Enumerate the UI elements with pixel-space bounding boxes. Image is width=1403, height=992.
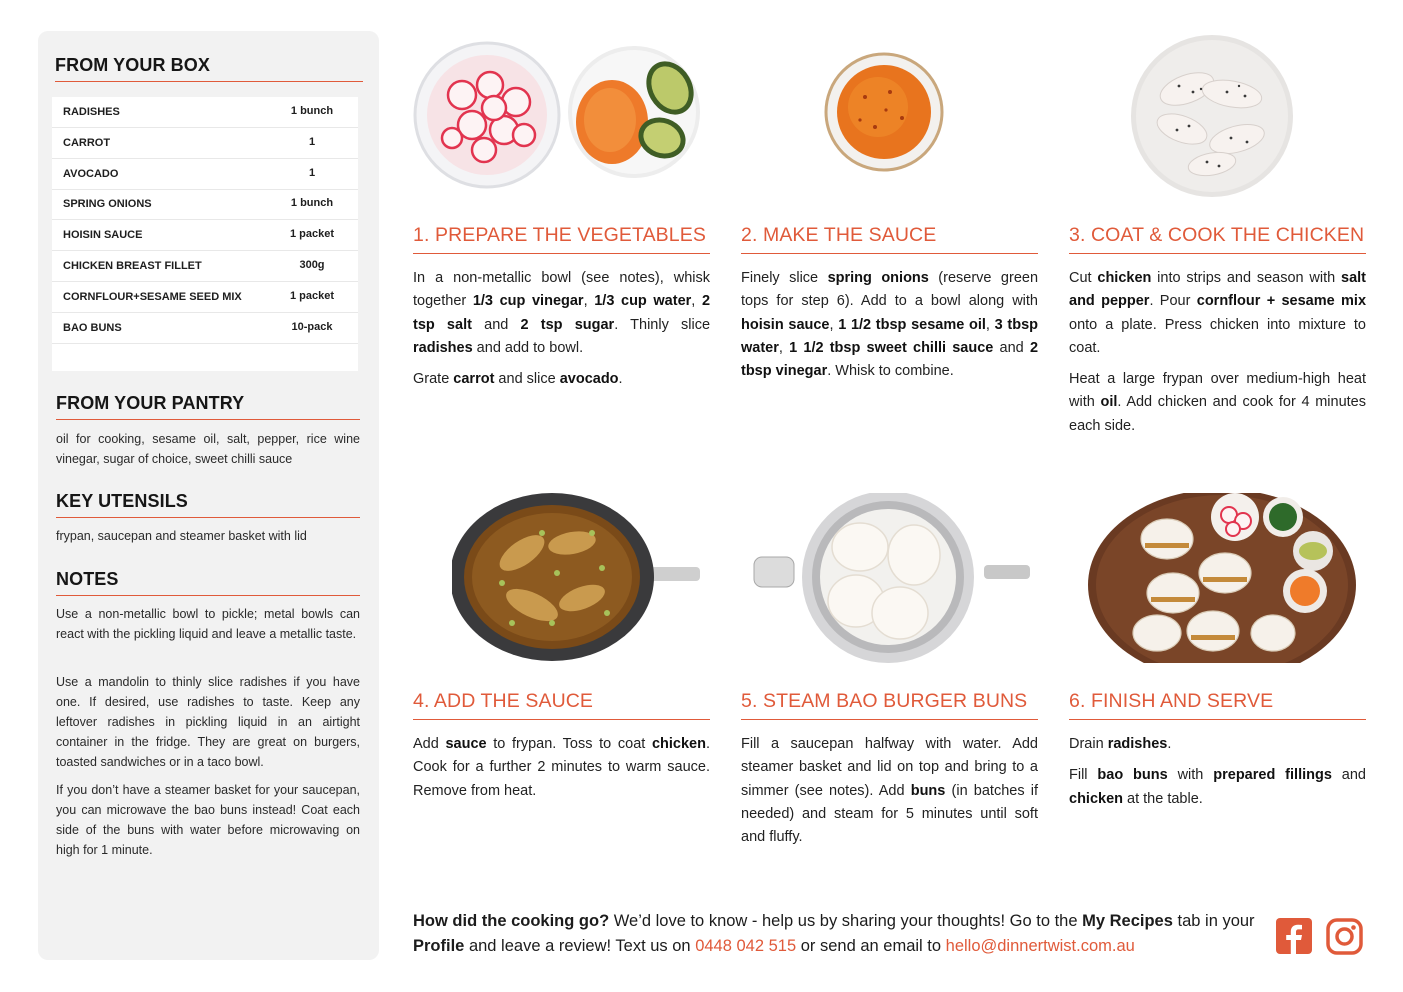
step-text-run: to frypan. Toss to coat xyxy=(486,736,652,752)
step-6-text xyxy=(1069,733,1366,819)
step-text-run: prepared fillings xyxy=(1213,767,1332,784)
utensils-text: frypan, saucepan and steamer basket with lid xyxy=(56,529,307,543)
footer-text-run: How did the cooking go? xyxy=(413,912,610,930)
notes-para-2: Use a mandolin to thinly slice radishes if you have one. If desired, use radishes to taste. Keep any leftover radishes in pickling liquid in an airtight container in the fridge. They are great on burgers, toasted sandwiches or in a taco bowl. xyxy=(56,675,360,769)
step-text-run: hoisin sauce xyxy=(741,316,830,333)
step-5-title: 5. STEAM BAO BURGER BUNS xyxy=(741,690,1038,720)
ingredient-name: CARROT xyxy=(63,136,111,149)
step-3-text xyxy=(1069,267,1366,446)
ingredient-row xyxy=(52,128,358,159)
step-text-run: with xyxy=(1167,767,1214,784)
step-text-run: carrot xyxy=(453,371,495,388)
step-3-title: 3. COAT & COOK THE CHICKEN xyxy=(1069,224,1366,254)
carrot-avocado-plate-image xyxy=(568,46,703,178)
step-text-run: sauce xyxy=(445,736,487,752)
ingredient-row xyxy=(52,97,358,128)
step-text-run: Drain xyxy=(1069,736,1108,752)
step-text-run: onto a plate. Press chicken into mixture to coat. xyxy=(1069,316,1366,356)
ingredient-qty: 1 xyxy=(308,166,316,179)
feedback-footer xyxy=(413,909,1263,959)
ingredient-row xyxy=(52,313,358,344)
facebook-icon[interactable] xyxy=(1276,918,1312,954)
step-text-run: Cut xyxy=(1069,270,1098,286)
served-bao-image xyxy=(1088,493,1356,663)
step-text-run: bao buns xyxy=(1097,767,1168,784)
ingredient-name: CHICKEN BREAST FILLET xyxy=(63,260,202,272)
ingredient-row xyxy=(52,189,358,220)
ingredient-name: RADISHES xyxy=(63,106,120,118)
step-paragraph xyxy=(741,267,1038,383)
step-4-title: 4. ADD THE SAUCE xyxy=(413,690,710,720)
step-text-run: and add to bowl. xyxy=(472,339,584,356)
ingredient-qty: 1 xyxy=(308,135,316,148)
step-6-photo xyxy=(1087,493,1357,663)
step-paragraph xyxy=(1069,733,1366,756)
step-text-run: , xyxy=(691,293,702,310)
footer-text-run: My Recipes xyxy=(1082,912,1173,930)
coated-chicken-image xyxy=(1131,35,1293,197)
step-text-run: cornflour + sesame mix xyxy=(1196,293,1367,310)
step-paragraph xyxy=(1069,267,1366,360)
step-text-run: 1 1/2 tbsp sesame oil xyxy=(838,316,986,333)
footer-text-run[interactable]: hello@dinnertwist.com.au xyxy=(945,937,1135,955)
step-1-photo xyxy=(412,40,707,190)
notes-heading: NOTES xyxy=(56,569,360,596)
from-your-pantry-heading: FROM YOUR PANTRY xyxy=(56,393,360,420)
step-text-run: (reserve green tops for step 6). Add to a bowl along with xyxy=(741,270,1039,310)
step-text-run: Add xyxy=(413,736,446,752)
ingredient-name: BAO BUNS xyxy=(63,321,122,334)
step-2-photo xyxy=(820,52,950,172)
ingredient-row xyxy=(52,251,358,282)
footer-text-run[interactable]: 0448 042 515 xyxy=(695,937,797,955)
step-text-run: 1 1/2 tbsp sweet chilli sauce xyxy=(789,339,994,356)
step-text-run: chicken xyxy=(651,736,706,752)
step-text-run: into strips and season with xyxy=(1151,270,1341,286)
step-1-title: 1. PREPARE THE VEGETABLES xyxy=(413,224,710,254)
ingredient-row xyxy=(52,159,358,190)
step-text-run: 1/3 cup water xyxy=(594,293,692,310)
step-text-run: radishes xyxy=(413,339,473,356)
step-1-text xyxy=(413,267,710,399)
steamer-buns-image xyxy=(754,493,1030,663)
step-text-run: In a non-metallic bowl (see notes), whisk together xyxy=(413,270,710,310)
ingredient-qty: 1 bunch xyxy=(290,105,334,117)
step-paragraph xyxy=(413,267,710,360)
step-text-run: 2 tsp sugar xyxy=(520,316,615,333)
pantry-text: oil for cooking, sesame oil, salt, pepper, rice wine vinegar, sugar of choice, sweet chilli sauce xyxy=(56,432,360,466)
step-text-run: avocado xyxy=(559,371,619,388)
step-paragraph xyxy=(741,733,1038,849)
step-text-run: . xyxy=(1167,736,1172,752)
ingredient-row xyxy=(52,282,358,313)
step-4-photo xyxy=(452,493,702,663)
step-text-run: spring onions xyxy=(827,270,929,286)
step-text-run: Finely slice xyxy=(741,270,828,286)
instagram-icon[interactable] xyxy=(1326,918,1363,955)
ingredients-table xyxy=(52,97,358,371)
step-text-run: and xyxy=(471,316,521,333)
footer-text-run: We’d love to know - help us by sharing your thoughts! Go to the xyxy=(609,912,1083,930)
step-text-run: , xyxy=(829,316,839,333)
step-text-run: Grate xyxy=(413,371,454,388)
footer-text-run: Profile xyxy=(413,937,465,955)
key-utensils-heading: KEY UTENSILS xyxy=(56,491,360,518)
notes-para-3: If you don’t have a steamer basket for your saucepan, you can microwave the bao buns instead! Coat each side of the buns with water before microwaving on high for 1 minute. xyxy=(56,783,360,857)
step-2-title: 2. MAKE THE SAUCE xyxy=(741,224,1038,254)
ingredient-qty: 300g xyxy=(299,259,325,271)
step-text-run: chicken xyxy=(1097,270,1152,286)
step-text-run: . Pour xyxy=(1149,293,1197,310)
notes-para-1: Use a non-metallic bowl to pickle; metal bowls can react with the pickling liquid and leave a metallic taste. xyxy=(56,607,360,641)
step-2-text xyxy=(741,267,1038,391)
ingredients-sidebar xyxy=(38,31,379,960)
step-5-photo xyxy=(752,493,1032,663)
step-text-run: , xyxy=(985,316,995,333)
ingredient-qty: 1 bunch xyxy=(290,197,334,210)
step-text-run: Fill a saucepan halfway with water. Add steamer basket and lid on top and bring to a simmer (see notes). Add xyxy=(741,736,1038,799)
radish-bowl-image xyxy=(415,43,559,187)
step-paragraph xyxy=(1069,368,1366,438)
ingredient-name: AVOCADO xyxy=(63,167,119,180)
step-text-run: and xyxy=(1331,767,1366,784)
step-text-run: and xyxy=(993,339,1030,356)
footer-text-run: or send an email to xyxy=(796,937,946,955)
step-paragraph xyxy=(413,733,710,803)
step-paragraph xyxy=(1069,764,1366,811)
step-text-run: , xyxy=(778,339,790,356)
step-text-run: 1/3 cup vinegar xyxy=(472,293,584,310)
step-text-run: Fill xyxy=(1069,767,1098,784)
ingredient-name: CORNFLOUR+SESAME SEED MIX xyxy=(63,290,242,303)
from-your-box-heading: FROM YOUR BOX xyxy=(55,55,363,82)
step-4-text xyxy=(413,733,710,811)
step-3-photo xyxy=(1127,34,1297,199)
ingredient-row xyxy=(52,220,358,251)
step-text-run: oil xyxy=(1100,394,1118,411)
step-text-run: , xyxy=(583,293,595,310)
step-text-run: salt and pepper xyxy=(1069,270,1366,310)
step-text-run: 2 tsp salt xyxy=(413,293,711,333)
step-text-run: . Whisk to combine. xyxy=(827,363,954,380)
footer-text-run: and leave a review! Text us on xyxy=(464,937,696,955)
ingredient-qty: 1 packet xyxy=(289,228,335,241)
step-text-run: . Thinly slice xyxy=(614,316,711,333)
step-text-run: . xyxy=(618,371,623,388)
step-text-run: 3 tbsp water xyxy=(741,316,1038,356)
step-text-run: 2 tbsp vinegar xyxy=(741,339,1039,380)
step-text-run: and slice xyxy=(494,371,560,388)
ingredient-name: HOISIN SAUCE xyxy=(63,229,143,242)
step-5-text xyxy=(741,733,1038,857)
step-text-run: chicken xyxy=(1069,790,1123,807)
ingredient-qty: 1 packet xyxy=(289,289,335,302)
step-6-title: 6. FINISH AND SERVE xyxy=(1069,690,1366,720)
ingredient-name: SPRING ONIONS xyxy=(63,198,152,211)
step-text-run: (in batches if needed) and steam for 5 minutes until soft and fluffy. xyxy=(741,782,1038,846)
step-text-run: at the table. xyxy=(1123,790,1203,807)
frypan-chicken-image xyxy=(452,493,700,661)
step-text-run: buns xyxy=(910,782,946,799)
step-paragraph xyxy=(413,368,710,391)
step-text-run: Heat a large frypan over medium-high heat with xyxy=(1069,371,1366,411)
step-text-run: . Cook for a further 2 minutes to warm sauce. Remove from heat. xyxy=(413,736,710,799)
ingredient-qty: 10-pack xyxy=(291,320,333,333)
step-text-run: . Add chicken and cook for 4 minutes each side. xyxy=(1069,394,1366,434)
sauce-bowl-image xyxy=(826,54,942,170)
step-text-run: radishes xyxy=(1107,736,1168,752)
footer-text-run: tab in your xyxy=(1172,912,1255,930)
